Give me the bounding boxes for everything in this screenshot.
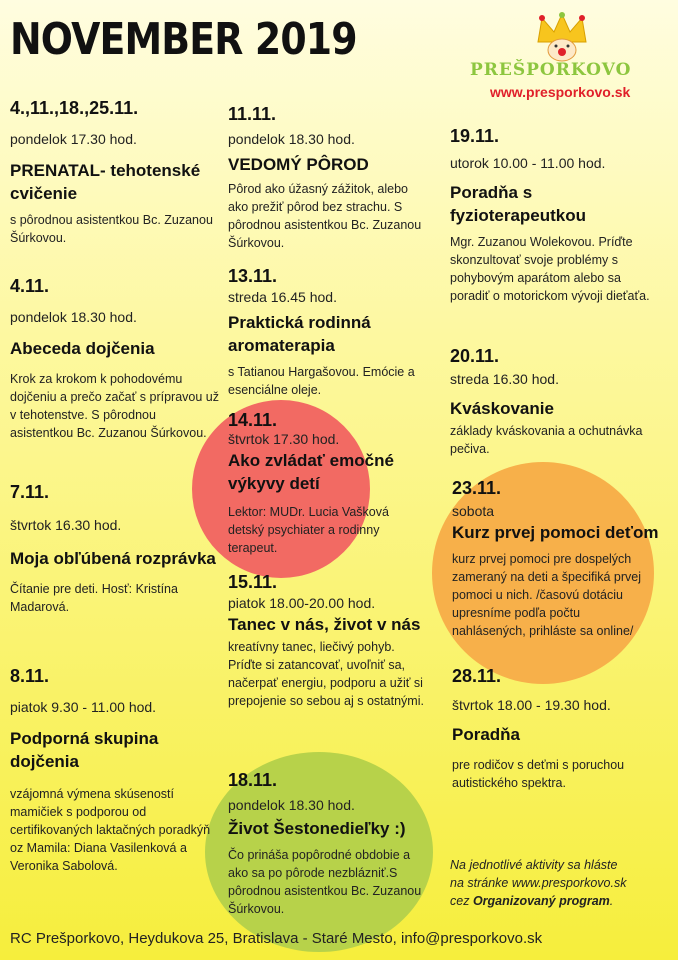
event-desc: s Tatianou Hargašovou. Emócie a esenciálne oleje. xyxy=(228,365,415,397)
event-name: Poradňa s fyzioterapeutkou xyxy=(450,183,587,225)
event-name: Podporná skupina dojčenia xyxy=(10,729,159,771)
event-desc: Mgr. Zuzanou Wolekovou. Príďte skonzultovať svoje problémy s pohybovým aparátom alebo sa poradiť o motorickom vývoji dieťaťa. xyxy=(450,235,650,303)
event-date: 23.11. xyxy=(452,478,502,498)
event-desc: Pôrod ako úžasný zážitok, alebo ako prežiť pôrod bez strachu. S pôrodnou asistentkou Bc. Zuzanou Šúrkovou. xyxy=(228,182,422,250)
event-desc: Čo prináša popôrodné obdobie a ako sa po pôrode nezblázniť.S pôrodnou asistentkou Bc. Zuzanou Šúrkovou. xyxy=(228,848,422,916)
event-date: 19.11. xyxy=(450,126,500,146)
event-desc: kurz prvej pomoci pre dospelých zameraný na deti a špecifiká prvej pomoci u nich. /časovú dotáciu upresníme podľa počtu nahlásených, prihláste sa online/ xyxy=(452,552,641,638)
event-date: 18.11. xyxy=(228,770,278,790)
event-tanec-v-nas xyxy=(228,572,428,710)
event-desc: kreatívny tanec, liečivý pohyb. Príďte si zatancovať, uvoľniť sa, načerpať energiu, podporu a užiť si prepojenie so sebou aj s ostatnými. xyxy=(228,640,424,708)
organized-program-link[interactable]: Organizovaný program xyxy=(472,894,610,908)
event-name: Abeceda dojčenia xyxy=(10,339,155,358)
event-sestonedielky xyxy=(228,770,428,918)
event-vedomy-porod xyxy=(228,104,428,252)
event-time: pondelok 18.30 hod. xyxy=(228,797,355,813)
signup-note-prefix: cez xyxy=(450,894,473,908)
event-desc: s pôrodnou asistentkou Bc. Zuzanou Šúrkovou. xyxy=(10,213,213,245)
event-name: Kurz prvej pomoci deťom xyxy=(452,523,659,542)
event-date: 14.11. xyxy=(228,410,278,430)
event-desc: pre rodičov s deťmi s poruchou autistického spektra. xyxy=(452,758,625,790)
event-date: 4.,11.,18.,25.11. xyxy=(10,98,139,118)
event-emocne-vykyvy xyxy=(228,410,408,557)
signup-note-suffix: . xyxy=(609,894,614,908)
logo[interactable] xyxy=(470,12,670,112)
event-time: pondelok 18.30 hod. xyxy=(10,309,137,325)
event-date: 7.11. xyxy=(10,482,50,502)
event-prenatal xyxy=(10,98,220,247)
brand-name: PREŠPORKOVO xyxy=(470,60,632,80)
signup-note xyxy=(450,856,670,910)
event-name: Moja obľúbená rozprávka xyxy=(10,549,216,568)
event-name: Poradňa xyxy=(452,725,521,744)
event-time: sobota xyxy=(452,503,495,519)
event-name: Ako zvládať emočné výkyvy detí xyxy=(228,451,394,493)
event-desc: Lektor: MUDr. Lucia Vašková detský psychiater a rodinny terapeut. xyxy=(228,505,389,555)
event-date: 8.11. xyxy=(10,666,50,686)
event-fyzioterapeutka xyxy=(450,126,660,305)
event-kvaskovanie xyxy=(450,346,660,458)
event-name: Kváskovanie xyxy=(450,399,554,418)
event-time: piatok 9.30 - 11.00 hod. xyxy=(10,699,157,715)
event-abeceda-dojcenia xyxy=(10,276,220,442)
event-desc: Čítanie pre deti. Hosť: Kristína Madarová. xyxy=(10,582,178,614)
signup-note-line3 xyxy=(450,892,670,910)
footer-address: RC Prešporkovo, Heydukova 25, Bratislava - Staré Mesto, info@presporkovo.sk xyxy=(10,930,543,947)
event-name: VEDOMÝ PÔROD xyxy=(228,155,369,174)
page-title: NOVEMBER 2019 xyxy=(10,14,357,65)
event-time: štvrtok 18.00 - 19.30 hod. xyxy=(452,697,611,713)
event-time: štvrtok 17.30 hod. xyxy=(228,431,340,447)
event-desc: vzájomná výmena skúseností mamičiek s podporou od certifikovaných laktačných poradkýň oz Mamila: Diana Vasilenková a Veronika Sabolová. xyxy=(10,787,211,873)
event-name: Tanec v nás, život v nás xyxy=(228,615,421,634)
event-time: piatok 18.00-20.00 hod. xyxy=(228,595,376,611)
event-name: Život Šestonedieľky :) xyxy=(228,819,406,838)
event-oblubena-rozpravka xyxy=(10,482,220,616)
event-time: pondelok 17.30 hod. xyxy=(10,131,137,147)
signup-note-line1: Na jednotlivé aktivity sa hláste xyxy=(450,858,618,872)
event-desc: Krok za krokom k pohodovému dojčeniu a prečo začať s prípravou už v tehotenstve. S pôrodnou asistentkou Bc. Zuzanou Šúrkovou. xyxy=(10,372,219,440)
event-time: streda 16.30 hod. xyxy=(450,371,559,387)
website-link[interactable]: www.presporkovo.sk xyxy=(490,84,631,100)
signup-note-line2[interactable]: na stránke www.presporkovo.sk xyxy=(450,876,627,890)
event-name: Praktická rodinná aromaterapia xyxy=(228,313,371,355)
event-time: štvrtok 16.30 hod. xyxy=(10,517,122,533)
event-date: 28.11. xyxy=(452,666,502,686)
event-date: 20.11. xyxy=(450,346,500,366)
event-time: pondelok 18.30 hod. xyxy=(228,131,355,147)
event-prva-pomoc xyxy=(452,478,662,640)
event-desc: základy kváskovania a ochutnávka pečiva. xyxy=(450,424,643,456)
event-podporna-skupina xyxy=(10,666,220,875)
event-aromaterapia xyxy=(228,266,428,399)
event-date: 15.11. xyxy=(228,572,278,592)
event-name: PRENATAL- tehotenské cvičenie xyxy=(10,161,201,203)
event-date: 11.11. xyxy=(228,104,277,124)
event-time: utorok 10.00 - 11.00 hod. xyxy=(450,155,606,171)
event-poradna-autizmus xyxy=(452,666,662,792)
event-date: 4.11. xyxy=(10,276,50,296)
event-date: 13.11. xyxy=(228,266,278,286)
crown-clown-icon xyxy=(532,12,592,62)
event-time: streda 16.45 hod. xyxy=(228,289,337,305)
